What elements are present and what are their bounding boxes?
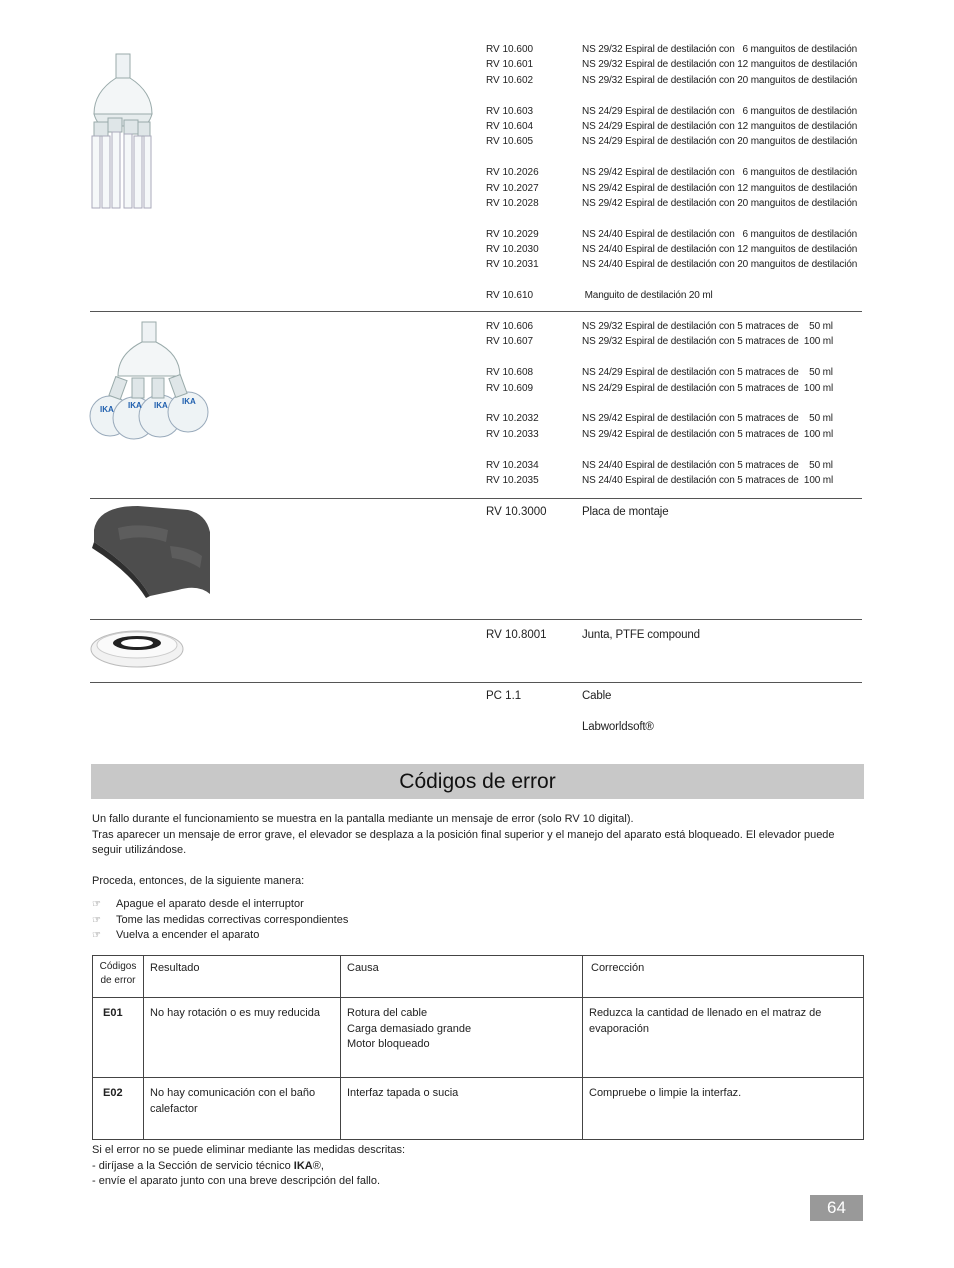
footer-line-2: - diríjase a la Sección de servicio técnico IKA®,: [92, 1159, 324, 1172]
pointing-hand-icon: ☞: [92, 899, 101, 910]
list-item: ☞ Vuelva a encender el aparato: [92, 928, 348, 944]
item-code: RV 10.604: [486, 120, 534, 132]
item-code: RV 10.610: [486, 290, 534, 302]
pointing-hand-icon: ☞: [92, 930, 101, 941]
svg-text:IKA: IKA: [100, 405, 114, 414]
svg-text:IKA: IKA: [182, 397, 196, 406]
list-item: [486, 365, 866, 380]
item-description: NS 29/32 Espiral de destilación con 5 matraces de 50 ml: [582, 321, 833, 332]
list-item: [486, 381, 866, 396]
item-description: NS 29/42 Espiral de destilación con 5 matraces de 50 ml: [582, 413, 833, 425]
error-codes-table: [92, 955, 864, 1140]
error-cause: Rotura del cable Carga demasiado grande Motor bloqueado: [341, 998, 583, 1078]
item-code: RV 10.2032: [486, 413, 539, 425]
list-spacer: [486, 150, 866, 165]
mounting-plate-image: [88, 502, 212, 600]
section-header-bar: [91, 764, 864, 799]
item-code: RV 10.602: [486, 74, 534, 86]
list-item: [486, 257, 866, 272]
list-spacer: [486, 88, 866, 103]
list-spacer: [486, 350, 866, 365]
accessory-list-seal: [486, 627, 866, 643]
svg-text:IKA: IKA: [154, 401, 168, 410]
accessory-list-cable: [486, 688, 866, 735]
list-item: [486, 227, 866, 242]
list-item: [486, 473, 866, 488]
error-code: E01: [93, 998, 144, 1078]
item-code: RV 10.2034: [486, 459, 539, 471]
list-item: [486, 196, 866, 211]
list-spacer: [486, 273, 866, 288]
item-description: Junta, PTFE compound: [582, 629, 700, 641]
intro-line-1: Un fallo durante el funcionamiento se muestra en la pantalla mediante un mensaje de error (solo RV 10 digital).: [92, 813, 634, 825]
pointing-hand-icon: ☞: [92, 914, 101, 926]
error-correction: Reduzca la cantidad de llenado en el matraz de evaporación: [583, 998, 864, 1078]
item-description: NS 24/29 Espiral de destilación con 12 manguitos de destilación: [582, 120, 858, 132]
svg-text:IKA: IKA: [128, 401, 142, 410]
item-code: RV 10.608: [486, 367, 534, 379]
header-codes: Códigos de error: [93, 956, 144, 998]
list-item: [486, 73, 866, 88]
footer-line-1: Si el error no se puede eliminar mediante las medidas descritas:: [92, 1144, 406, 1156]
page-number: 64: [810, 1195, 863, 1221]
item-description: NS 29/42 Espiral de destilación con 6 manguitos de destilación: [582, 167, 858, 179]
item-code: RV 10.2026: [486, 167, 539, 179]
item-description: NS 24/29 Espiral de destilación con 6 manguitos de destilación: [582, 105, 858, 117]
item-code: RV 10.605: [486, 136, 534, 148]
item-code: RV 10.2033: [486, 428, 539, 440]
item-code: RV 10.8001: [486, 629, 547, 641]
list-item: ☞ Tome las medidas correctivas correspondientes: [92, 913, 348, 929]
header-result: Resultado: [144, 956, 341, 998]
item-description: NS 29/32 Espiral de destilación con 5 matraces de 100 ml: [582, 336, 834, 348]
item-description: NS 29/42 Espiral de destilación con 12 manguitos de destilación: [582, 182, 858, 194]
error-result: No hay comunicación con el baño calefactor: [144, 1078, 341, 1140]
item-description: NS 24/40 Espiral de destilación con 6 manguitos de destilación: [582, 228, 858, 240]
list-item: [486, 104, 866, 119]
brand-ika: IKA: [293, 1159, 313, 1172]
ptfe-seal-image: [88, 625, 186, 669]
item-code: RV 10.601: [486, 59, 534, 71]
item-description: NS 24/29 Espiral de destilación con 20 manguitos de destilación: [582, 136, 858, 148]
item-code: RV 10.2031: [486, 259, 539, 271]
intro-line-2: Tras aparecer un mensaje de error grave, el elevador se desplaza a la posición final superior y el manejo del aparato está bloqueado. El elevador puede seguir utilizándose.: [92, 828, 835, 856]
item-description: Placa de montaje: [582, 506, 669, 518]
item-description: Labworldsoft®: [582, 721, 654, 734]
item-code: RV 10.2028: [486, 197, 539, 209]
list-spacer: [486, 396, 866, 411]
error-result: No hay rotación o es muy reducida: [144, 998, 341, 1078]
list-spacer: [486, 211, 866, 226]
table-row: [93, 1078, 864, 1140]
list-spacer: [486, 704, 866, 719]
list-item: [486, 719, 866, 735]
list-item: [486, 134, 866, 149]
list-item: [486, 119, 866, 134]
item-description: NS 24/29 Espiral de destilación con 5 matraces de 100 ml: [582, 382, 834, 394]
item-code: RV 10.609: [486, 382, 534, 394]
accessory-list-plate: [486, 504, 866, 520]
error-code: E02: [93, 1078, 144, 1140]
list-item: [486, 411, 866, 426]
item-description: NS 24/40 Espiral de destilación con 5 matraces de 50 ml: [582, 459, 833, 471]
item-code: [486, 719, 582, 735]
item-description: NS 29/42 Espiral de destilación con 20 manguitos de destilación: [582, 197, 858, 209]
item-description: Manguito de destilación 20 ml: [582, 290, 713, 302]
table-row: [93, 998, 864, 1078]
section-divider: [90, 498, 862, 499]
list-item: [486, 288, 866, 303]
footer-notes: [92, 1143, 867, 1190]
list-item: [486, 334, 866, 349]
distillation-spiral-flasks-image: [88, 320, 216, 440]
list-item: [486, 627, 866, 643]
item-code: RV 10.607: [486, 336, 534, 348]
item-description: NS 24/29 Espiral de destilación con 5 matraces de 50 ml: [582, 367, 833, 379]
distillation-spiral-sleeves-image: [88, 52, 158, 210]
footer-line-3: - envíe el aparato junto con una breve descripción del fallo.: [92, 1175, 381, 1187]
error-cause: Interfaz tapada o sucia: [341, 1078, 583, 1140]
table-header-row: [93, 956, 864, 998]
list-item: [486, 57, 866, 72]
list-item: [486, 688, 866, 704]
list-item: [486, 458, 866, 473]
item-code: RV 10.2030: [486, 244, 539, 256]
header-cause: Causa: [341, 956, 583, 998]
item-description: NS 24/40 Espiral de destilación con 5 matraces de 100 ml: [582, 474, 834, 486]
item-code: RV 10.2029: [486, 228, 539, 240]
section-divider: [90, 619, 862, 620]
accessory-list-flasks: [486, 319, 866, 488]
section-divider: [90, 311, 862, 312]
list-item: ☞ Apague el aparato desde el interruptor: [92, 897, 348, 913]
accessory-list-sleeves: [486, 42, 866, 304]
item-code: RV 10.603: [486, 105, 534, 117]
item-description: Cable: [582, 690, 612, 702]
section-divider: [90, 682, 862, 683]
error-correction: Compruebe o limpie la interfaz.: [583, 1078, 864, 1140]
item-code: PC 1.1: [486, 690, 522, 702]
item-description: NS 29/32 Espiral de destilación con 20 manguitos de destilación: [582, 74, 858, 86]
list-item: [486, 319, 866, 334]
item-description: NS 24/40 Espiral de destilación con 20 manguitos de destilación: [582, 259, 858, 271]
list-item: [486, 242, 866, 257]
list-item: [486, 427, 866, 442]
item-description: NS 24/40 Espiral de destilación con 12 manguitos de destilación: [582, 244, 858, 256]
item-code: RV 10.600: [486, 44, 534, 55]
steps-list: [92, 897, 348, 944]
proceed-text: Proceda, entonces, de la siguiente manera:: [92, 875, 305, 887]
list-spacer: [486, 442, 866, 457]
list-item: [486, 42, 866, 57]
item-code: RV 10.3000: [486, 506, 547, 518]
list-item: [486, 165, 866, 180]
item-code: RV 10.2035: [486, 474, 539, 486]
intro-paragraph: [92, 812, 867, 859]
list-item: [486, 504, 866, 520]
item-description: NS 29/42 Espiral de destilación con 5 matraces de 100 ml: [582, 428, 834, 440]
item-code: RV 10.2027: [486, 182, 539, 194]
item-description: NS 29/32 Espiral de destilación con 12 manguitos de destilación: [582, 59, 858, 71]
list-item: [486, 181, 866, 196]
item-code: RV 10.606: [486, 321, 534, 332]
header-correction: Corrección: [583, 956, 864, 998]
item-description: NS 29/32 Espiral de destilación con 6 manguitos de destilación: [582, 44, 858, 55]
section-title: Códigos de error: [399, 770, 556, 793]
